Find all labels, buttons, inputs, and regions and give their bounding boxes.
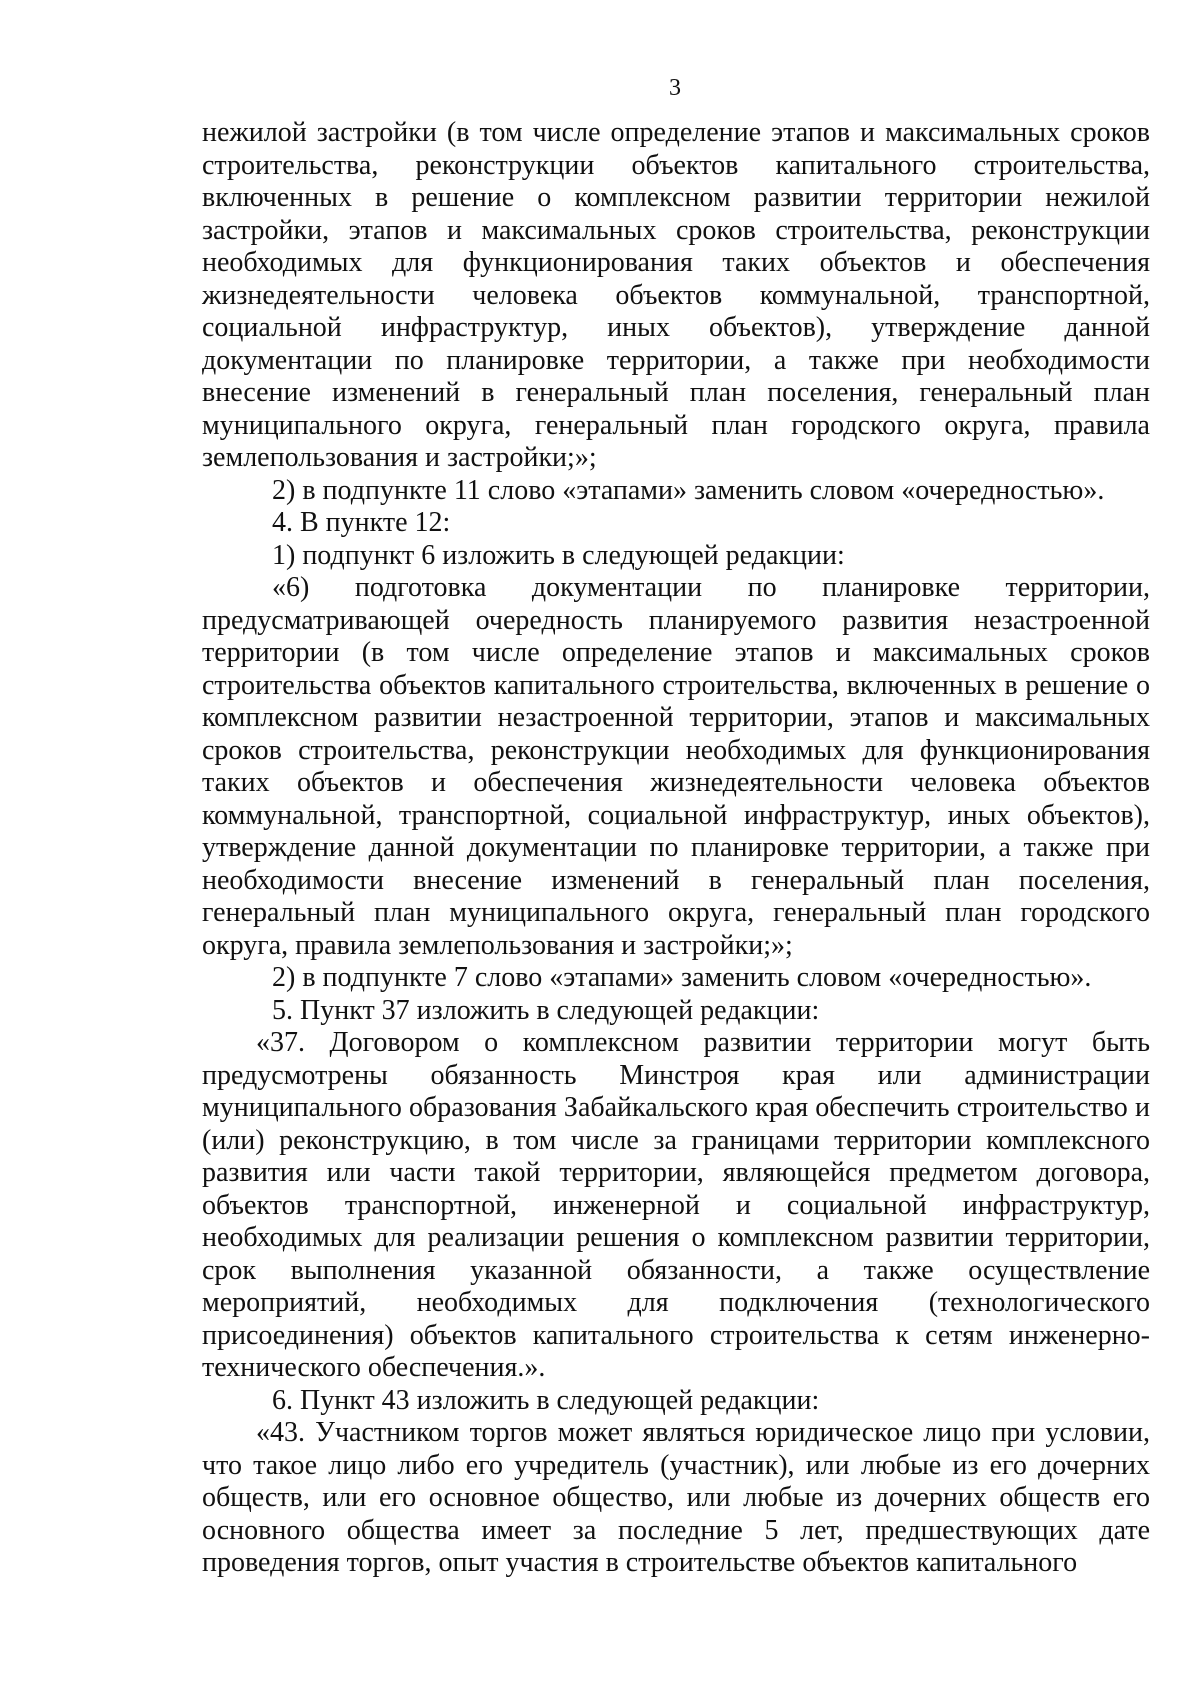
paragraph-subitem-1: 1) подпункт 6 изложить в следующей редакции:: [272, 539, 845, 571]
paragraph-continuation: нежилой застройки (в том числе определение этапов и максимальных сроков строительства, реконструкции объектов капитального строительства, включенных в решение о комплексном развитии территории нежилой застройки, этапов и максимальных сроков строительства, реконструкции необходимых для функционирования таких объектов и обеспечения жизнедеятельности человека объектов коммунальной, транспортной, социальной инфраструктур, иных объектов), утверждение данной документации по планировке территории, а также при необходимости внесение изменений в генеральный план поселения, генеральный план муниципального округа, генеральный план городского округа, правила землепользования и застройки;»;: [202, 117, 1150, 473]
paragraph-subitem-2b: 2) в подпункте 7 слово «этапами» заменить словом «очередностью».: [272, 962, 1092, 993]
paragraph-subitem-2: 2) в подпункте 11 слово «этапами» заменить словом «очередностью».: [272, 474, 1105, 506]
paragraph-item-5: 5. Пункт 37 изложить в следующей редакции:: [272, 994, 820, 1026]
page-number: 3: [669, 75, 681, 101]
paragraph-quote-6: «6) подготовка документации по планировке территории, предусматривающей очередность планируемого развития незастроенной территории (в том числе определение этапов и максимальных сроков строительства объектов капитального строительства, включенных в решение о комплексном развитии незастроенной территории, этапов и максимальных сроков строительства, реконструкции необходимых для функционирования таких объектов и обеспечения жизнедеятельности человека объектов коммунальной, транспортной, социальной инфраструктур, иных объектов), утверждение данной документации по планировке территории, а также при необходимости внесение изменений в генеральный план поселения, генеральный план муниципального округа, генеральный план городского округа, правила землепользования и застройки;»;: [202, 572, 1150, 961]
document-body: [202, 117, 1150, 1580]
paragraph-quote-37: «37. Договором о комплексном развитии территории могут быть предусмотрены обязанность Минстроя края или администрации муниципального образования Забайкальского края обеспечить строительство и (или) реконструкцию, в том числе за границами территории комплексного развития или части такой территории, являющейся предметом договора, объектов транспортной, инженерной и социальной инфраструктур, необходимых для реализации решения о комплексном развитии территории, срок выполнения указанной обязанности, а также осуществление мероприятий, необходимых для подключения (технологического присоединения) объектов капитального строительства к сетям инженерно-технического обеспечения.».: [202, 1027, 1150, 1383]
paragraph-item-4: 4. В пункте 12:: [272, 507, 451, 538]
paragraph-quote-43: «43. Участником торгов может являться юридическое лицо при условии, что такое лицо либо его учредитель (участник), или любые из его дочерних обществ, или его основное общество, или любые из дочерних обществ его основного общества имеет за последние 5 лет, предшествующих дате проведения торгов, опыт участия в строительстве объектов капитального: [202, 1417, 1150, 1578]
paragraph-item-6: 6. Пункт 43 изложить в следующей редакции:: [272, 1384, 820, 1416]
